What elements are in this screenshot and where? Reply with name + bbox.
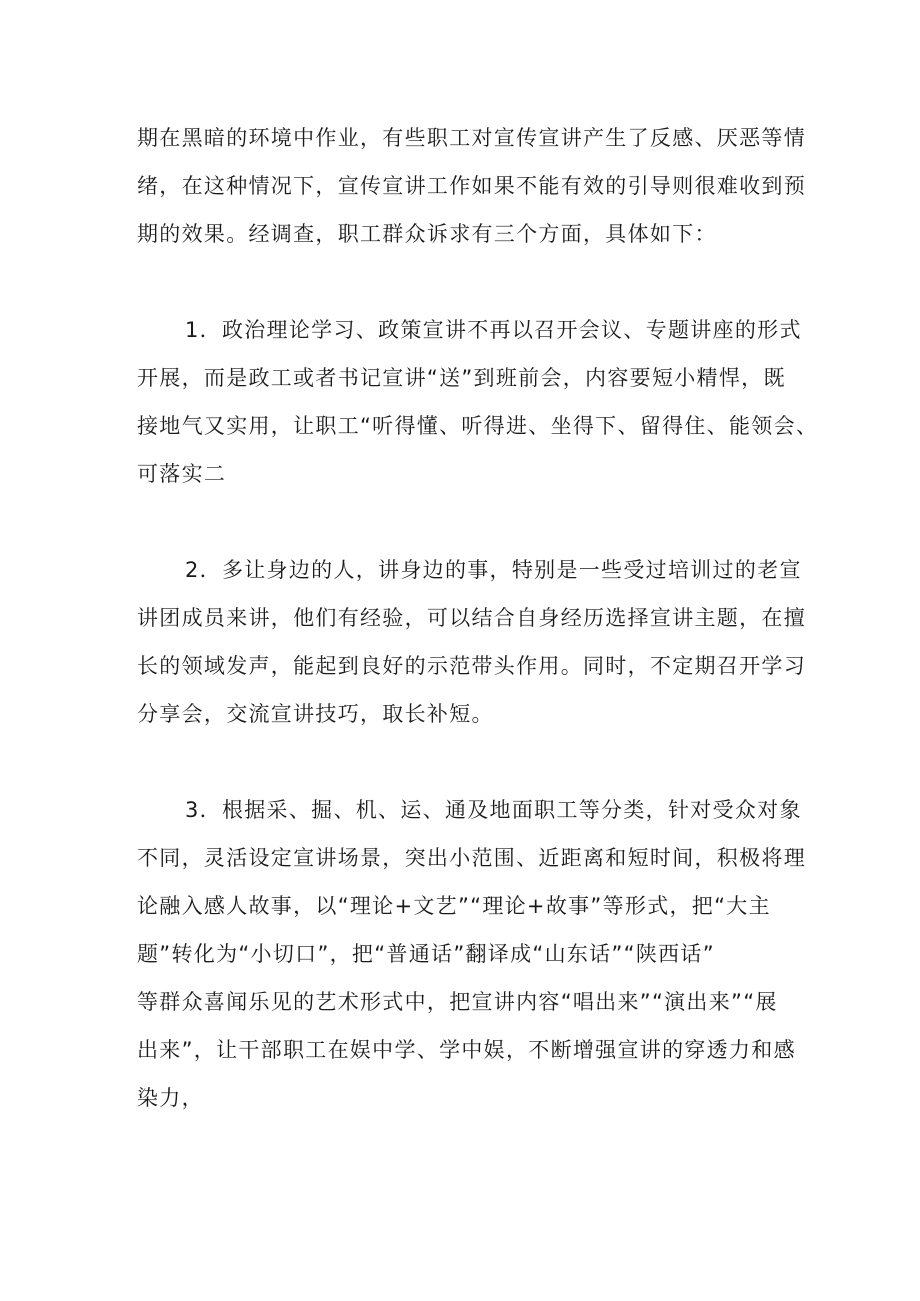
item-3-line: 3．根据采、掘、机、运、通及地面职工等分类，针对受众对象: [185, 798, 802, 822]
item-3-line: 题”转化为“小切口”，把“普通话”翻译成“山东话”“陕西话”: [137, 942, 715, 966]
item-3-line: 出来”，让干部职工在娱中学、学中娱，不断增强宣讲的穿透力和感: [137, 1038, 796, 1062]
item-3-line: 不同，灵活设定宣讲场景，突出小范围、近距离和短时间，积极将理: [137, 846, 806, 870]
item-1-line: 1．政治理论学习、政策宣讲不再以召开会议、专题讲座的形式: [185, 318, 802, 342]
item-2-line: 长的领域发声，能起到良好的示范带头作用。同时，不定期召开学习: [137, 654, 806, 678]
item-1-line: 接地气又实用，让职工“听得懂、听得进、坐得下、留得住、能领会、: [137, 414, 819, 438]
intro-line: 绪，在这种情况下，宣传宣讲工作如果不能有效的引导则很难收到预: [137, 174, 806, 198]
item-3-line: 染力，: [137, 1086, 204, 1110]
item-1-line: 开展，而是政工或者书记宣讲“送”到班前会，内容要短小精悍，既: [137, 366, 786, 390]
item-2-line: 分享会，交流宣讲技巧，取长补短。: [137, 702, 494, 726]
intro-line: 期的效果。经调查，职工群众诉求有三个方面，具体如下：: [137, 222, 717, 246]
intro-line: 期在黑暗的环境中作业，有些职工对宣传宣讲产生了反感、厌恶等情: [137, 126, 806, 150]
item-3-line: 等群众喜闻乐见的艺术形式中，把宣讲内容“唱出来”“演出来”“展: [137, 990, 778, 1014]
item-3-line: 论融入感人故事，以“理论+文艺”“理论+故事”等形式，把“大主: [137, 894, 771, 918]
item-2-line: 2．多让身边的人，讲身边的事，特别是一些受过培训过的老宣: [185, 558, 802, 582]
item-1-line: 可落实二: [137, 462, 227, 486]
item-2-line: 讲团成员来讲，他们有经验，可以结合自身经历选择宣讲主题，在擅: [137, 606, 806, 630]
